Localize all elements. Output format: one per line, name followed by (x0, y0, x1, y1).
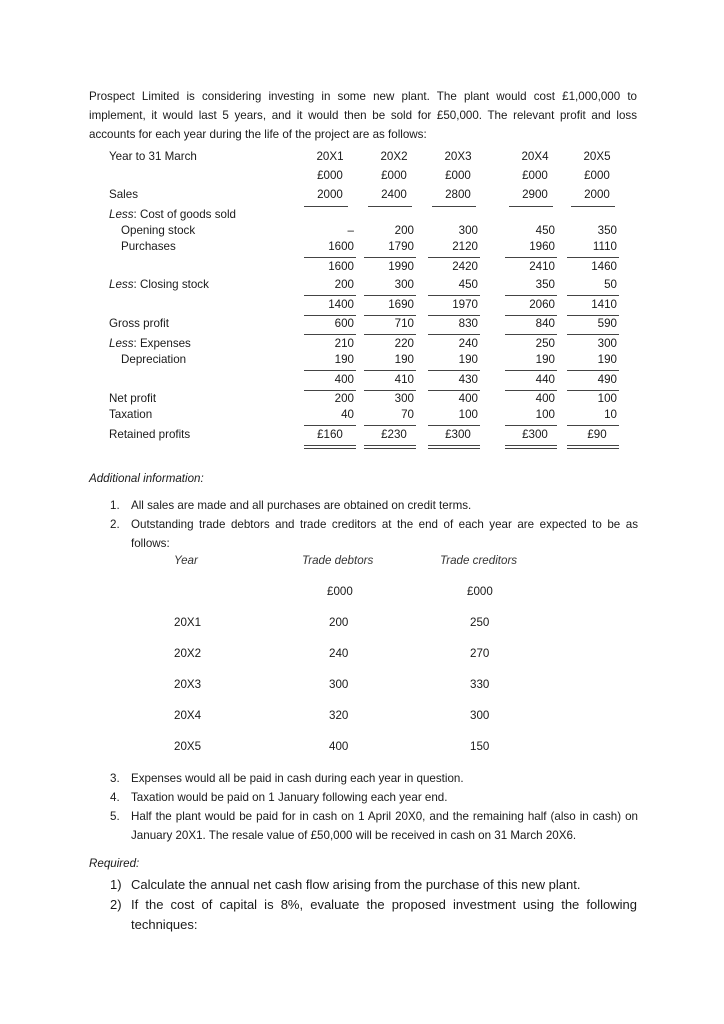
table-cell: 200 (329, 616, 349, 629)
table-cell: 20X3 (174, 678, 202, 691)
cell-value: 1970 (452, 298, 478, 311)
cell-value: 2410 (529, 260, 555, 273)
rule (304, 370, 356, 371)
year-heading: 20X3 (444, 150, 472, 163)
rule (304, 334, 356, 335)
cell-value: 400 (535, 392, 555, 405)
rule (567, 295, 619, 296)
table-cell: 20X5 (174, 740, 202, 753)
item-text: If the cost of capital is 8%, evaluate the proposed investment using the following techniques: (131, 897, 637, 932)
cell-value: 1790 (388, 240, 414, 253)
rule (505, 370, 557, 371)
cell-value: £90 (587, 428, 607, 441)
cell-value: 1690 (388, 298, 414, 311)
row-label: Net profit (109, 392, 157, 405)
cell-value: 2420 (452, 260, 478, 273)
cell-value: 70 (401, 408, 414, 421)
cell-value: 200 (334, 278, 354, 291)
rule (304, 295, 356, 296)
cell-value: 710 (394, 317, 414, 330)
rule (304, 425, 356, 426)
rule (304, 206, 348, 207)
rule (505, 425, 557, 426)
rule (304, 257, 356, 258)
cell-value: 1990 (388, 260, 414, 273)
cell-value: 300 (597, 337, 617, 350)
cell-value: 400 (458, 392, 478, 405)
rule (567, 390, 619, 391)
cell-value: £160 (317, 428, 343, 441)
sales-row (109, 188, 624, 204)
cell-value: 2060 (529, 298, 555, 311)
cell-value: 830 (458, 317, 478, 330)
rule (364, 295, 416, 296)
cell-value: 2400 (381, 188, 407, 201)
cell-value: 600 (334, 317, 354, 330)
rule (364, 315, 416, 316)
cell-value: 840 (535, 317, 555, 330)
cell-value: 300 (394, 392, 414, 405)
rule (364, 370, 416, 371)
cell-value: 1460 (591, 260, 617, 273)
taxation-row (109, 408, 624, 424)
intro-paragraph: Prospect Limited is considering investing in some new plant. The plant would cost £1,000,000 to implement, it would last 5 years, and it would then be sold for £50,000. The relevant profit and loss accounts for each year during the life of the project are as follows: (89, 90, 637, 141)
rule (428, 370, 480, 371)
cell-value: – (347, 224, 354, 237)
item-number: 2. (110, 518, 120, 531)
row-label: Purchases (121, 240, 176, 253)
cell-value: 450 (535, 224, 555, 237)
table-cell: 150 (470, 740, 490, 753)
double-rule (364, 445, 416, 449)
table-cell: 20X4 (174, 709, 202, 722)
table-cell: 300 (329, 678, 349, 691)
cell-value: 2120 (452, 240, 478, 253)
units-row (109, 169, 624, 185)
less-cogs-row (109, 208, 624, 224)
row-label: Sales (109, 188, 139, 201)
cell-value: 250 (535, 337, 555, 350)
expenses-row (109, 337, 624, 353)
row-label: Taxation (109, 408, 153, 421)
table-cell: 240 (329, 647, 349, 660)
table-header-row (109, 150, 624, 166)
cell-value: 350 (597, 224, 617, 237)
cell-value: 200 (334, 392, 354, 405)
cell-value: 210 (334, 337, 354, 350)
rule (304, 390, 356, 391)
item-text: Taxation would be paid on 1 January following each year end. (131, 791, 448, 804)
year-label: Year to 31 March (109, 150, 197, 163)
rule (567, 315, 619, 316)
rule (428, 334, 480, 335)
rule (505, 390, 557, 391)
rule (509, 206, 553, 207)
unit-label: £000 (381, 169, 407, 182)
cell-value: 200 (394, 224, 414, 237)
rule (364, 390, 416, 391)
cell-value: 190 (458, 353, 478, 366)
rule (368, 206, 412, 207)
unit-label: £000 (522, 169, 548, 182)
cell-value: 1600 (328, 260, 354, 273)
year-heading: 20X2 (380, 150, 408, 163)
closing-stock-row (109, 278, 624, 294)
table-cell: 250 (470, 616, 490, 629)
item-number: 3. (110, 772, 120, 785)
purchases-row (109, 240, 624, 256)
rule (505, 257, 557, 258)
double-rule (304, 445, 356, 449)
item-number: 1. (110, 499, 120, 512)
column-header: Year (174, 554, 198, 567)
year-heading: 20X1 (316, 150, 344, 163)
row-label: Gross profit (109, 317, 169, 330)
year-heading: 20X4 (521, 150, 549, 163)
cell-value: 300 (394, 278, 414, 291)
profit-loss-table (109, 150, 624, 450)
rule (567, 425, 619, 426)
cell-value: 50 (604, 278, 617, 291)
subtotal-row (109, 298, 624, 314)
item-number: 2) (110, 897, 122, 912)
cell-value: 590 (597, 317, 617, 330)
table-cell: 300 (470, 709, 490, 722)
rule (428, 295, 480, 296)
cell-value: 100 (458, 408, 478, 421)
unit-label: £000 (327, 585, 353, 598)
item-text: All sales are made and all purchases are obtained on credit terms. (131, 499, 472, 512)
rule (505, 295, 557, 296)
table-cell: 400 (329, 740, 349, 753)
cell-value: 100 (597, 392, 617, 405)
unit-label: £000 (445, 169, 471, 182)
column-header: Trade creditors (440, 554, 518, 567)
cell-value: £300 (445, 428, 471, 441)
cell-value: 2900 (522, 188, 548, 201)
cell-value: 2800 (445, 188, 471, 201)
additional-info-heading: Additional information: (89, 472, 204, 485)
cell-value: 190 (394, 353, 414, 366)
retained-profits-row (109, 428, 624, 444)
table-cell: 320 (329, 709, 349, 722)
row-label: Less: Closing stock (109, 278, 209, 291)
gross-profit-row (109, 317, 624, 333)
cell-value: 1960 (529, 240, 555, 253)
cell-value: 450 (458, 278, 478, 291)
table-cell: 270 (470, 647, 490, 660)
unit-label: £000 (467, 585, 493, 598)
unit-label: £000 (584, 169, 610, 182)
cell-value: 40 (341, 408, 354, 421)
item-text: Half the plant would be paid for in cash on 1 April 20X0, and the remaining half (also in cash) on January 20X1. The resale value of £50,000 will be received in cash on 31 March 20X6. (131, 810, 638, 842)
cell-value: 220 (394, 337, 414, 350)
row-label: Less: Cost of goods sold (109, 208, 236, 221)
item-number: 4. (110, 791, 120, 804)
cell-value: 440 (535, 373, 555, 386)
rule (364, 257, 416, 258)
cell-value: 490 (597, 373, 617, 386)
cell-value: 400 (334, 373, 354, 386)
item-number: 5. (110, 810, 120, 823)
row-label: Opening stock (121, 224, 196, 237)
cell-value: 190 (535, 353, 555, 366)
cell-value: 350 (535, 278, 555, 291)
table-cell: 330 (470, 678, 490, 691)
rule (364, 425, 416, 426)
rule (567, 334, 619, 335)
depreciation-row (109, 353, 624, 369)
cell-value: 240 (458, 337, 478, 350)
cell-value: 2000 (317, 188, 343, 201)
item-text: Calculate the annual net cash flow arising from the purchase of this new plant. (131, 877, 581, 892)
cell-value: 1600 (328, 240, 354, 253)
rule (428, 425, 480, 426)
table-cell: 20X1 (174, 616, 202, 629)
cell-value: 100 (535, 408, 555, 421)
cell-value: 1410 (591, 298, 617, 311)
row-label: Less: Expenses (109, 337, 191, 350)
item-text: Expenses would all be paid in cash during each year in question. (131, 772, 464, 785)
cell-value: 190 (597, 353, 617, 366)
unit-label: £000 (317, 169, 343, 182)
cell-value: 410 (394, 373, 414, 386)
subtotal-row (109, 260, 624, 276)
rule (432, 206, 476, 207)
cell-value: 300 (458, 224, 478, 237)
double-rule (428, 445, 480, 449)
rule (567, 370, 619, 371)
row-label: Retained profits (109, 428, 191, 441)
cell-value: 2000 (584, 188, 610, 201)
rule (428, 390, 480, 391)
rule (428, 257, 480, 258)
rule (304, 315, 356, 316)
cell-value: 190 (334, 353, 354, 366)
column-header: Trade debtors (302, 554, 374, 567)
year-heading: 20X5 (583, 150, 611, 163)
rule (567, 257, 619, 258)
rule (364, 334, 416, 335)
cell-value: 1110 (592, 240, 617, 253)
cell-value: 430 (458, 373, 478, 386)
rule (571, 206, 615, 207)
cell-value: £230 (381, 428, 407, 441)
item-text: Outstanding trade debtors and trade creditors at the end of each year are expected to be as follows: (131, 518, 638, 550)
row-label: Depreciation (121, 353, 187, 366)
item-number: 1) (110, 877, 122, 892)
double-rule (567, 445, 619, 449)
net-profit-row (109, 392, 624, 408)
double-rule (505, 445, 557, 449)
subtotal-row (109, 373, 624, 389)
rule (428, 315, 480, 316)
table-cell: 20X2 (174, 647, 202, 660)
cell-value: 1400 (328, 298, 354, 311)
required-heading: Required: (89, 857, 140, 870)
rule (505, 334, 557, 335)
cell-value: 10 (604, 408, 617, 421)
opening-stock-row (109, 224, 624, 240)
cell-value: £300 (522, 428, 548, 441)
rule (505, 315, 557, 316)
